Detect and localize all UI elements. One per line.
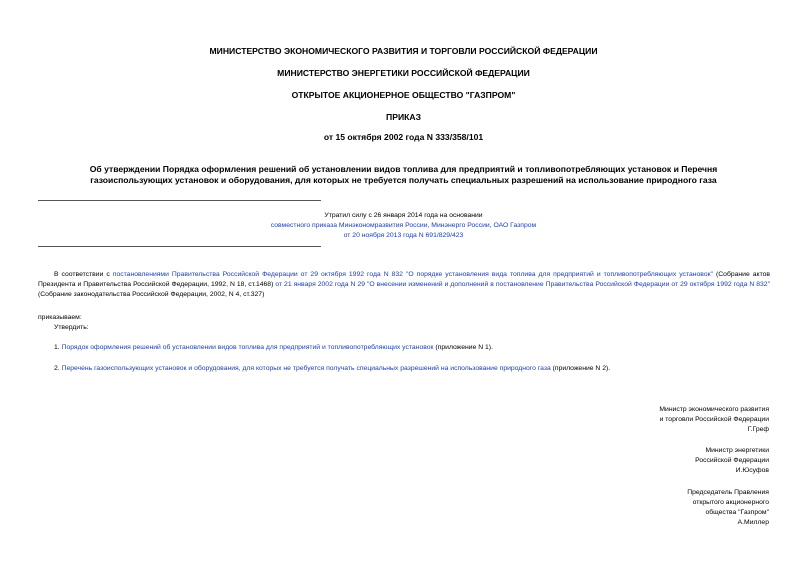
status-bottom-divider: [38, 246, 321, 247]
status-text: Утратил силу с 26 января 2014 года на основании: [324, 212, 483, 219]
order-word: приказываем:: [38, 314, 82, 321]
signature-1-name: Г.Греф: [747, 426, 769, 433]
date-number-heading: от 15 октября 2002 года N 333/358/101: [323, 132, 484, 142]
approve-word: Утвердить:: [54, 324, 89, 331]
preamble-text-1: В соответствии с: [54, 271, 113, 278]
signature-2-line-2: Российской Федерации: [695, 457, 769, 464]
signature-1-line-2: и торговли Российской Федерации: [659, 416, 769, 423]
signature-2-name: И.Юсуфов: [735, 467, 769, 474]
title-line-1: Об утверждении Порядка оформления решений об установлении видов топлива для предприятий и топливопотребляющих установок и Перечня: [89, 164, 718, 174]
item-2-link[interactable]: Перечень газоиспользующих установок и оборудования, для которых не требуется получать специальных разрешений на использование природного газа: [61, 365, 551, 372]
preamble-text-3: (Собрание законодательства Российской Федерации, 2002, N 4, ст.327): [38, 291, 265, 298]
signature-3-line-1: Председатель Правления: [687, 489, 769, 496]
signature-2-line-1: Министр энергетики: [705, 447, 769, 454]
status-block: [210, 211, 597, 241]
signature-gazprom-chairman: [549, 488, 769, 528]
status-top-divider: [38, 200, 321, 201]
title-line-2: газоиспользующих установок и оборудования, для которых не требуется получать специальных разрешений на использование природного газа: [90, 175, 717, 185]
signature-3-line-2: открытого акционерного: [692, 499, 769, 506]
doc-type-heading: ПРИКАЗ: [386, 112, 421, 122]
signature-energy-minister: [549, 446, 769, 476]
company-heading: ОТКРЫТОЕ АКЦИОНЕРНОЕ ОБЩЕСТВО "ГАЗПРОМ": [291, 90, 516, 100]
status-link-order[interactable]: совместного приказа Минэкономразвития России, Минэнерго России, ОАО Газпром: [270, 222, 537, 229]
item-1: [54, 343, 770, 353]
item-1-tail: (приложение N 1).: [433, 344, 493, 351]
item-2-tail: (приложение N 2).: [550, 365, 611, 372]
signature-1-line-1: Министр экономического развития: [659, 406, 769, 413]
status-link-date[interactable]: от 20 ноября 2013 года N 691/829/423: [343, 232, 464, 239]
preamble-text-2: (Собрание актов Президента и Правительства Российской Федерации, 1992, N 18, ст.1468): [38, 271, 771, 288]
signature-economy-minister: [549, 405, 769, 435]
preamble-link-resolution-29[interactable]: от 21 января 2002 года N 29 "О внесении изменений и дополнений в постановление Правительства Российской Федерации от 29 октября 1992 года N 832": [275, 281, 771, 288]
item-1-number: 1.: [54, 344, 62, 351]
preamble-paragraph: [38, 270, 770, 300]
item-2-number: 2.: [54, 365, 62, 372]
ministry-energy-heading: МИНИСТЕРСТВО ЭНЕРГЕТИКИ РОССИЙСКОЙ ФЕДЕРАЦИИ: [277, 68, 530, 78]
ministry-economy-heading: МИНИСТЕРСТВО ЭКОНОМИЧЕСКОГО РАЗВИТИЯ И ТОРГОВЛИ РОССИЙСКОЙ ФЕДЕРАЦИИ: [209, 46, 598, 56]
signature-3-line-3: общества "Газпром": [705, 509, 769, 516]
signature-3-name: А.Миллер: [737, 519, 769, 526]
item-1-link[interactable]: Порядок оформления решений об установлении видов топлива для предприятий и топливопотребляющих установок: [61, 344, 434, 351]
item-2: [54, 364, 770, 374]
preamble-link-resolution-832[interactable]: постановлениями Правительства Российской Федерации от 29 октября 1992 года N 832 "О порядке установления вида топлива для предприятий и топливопотребляющих установок": [112, 271, 714, 278]
document-title: [60, 164, 747, 186]
